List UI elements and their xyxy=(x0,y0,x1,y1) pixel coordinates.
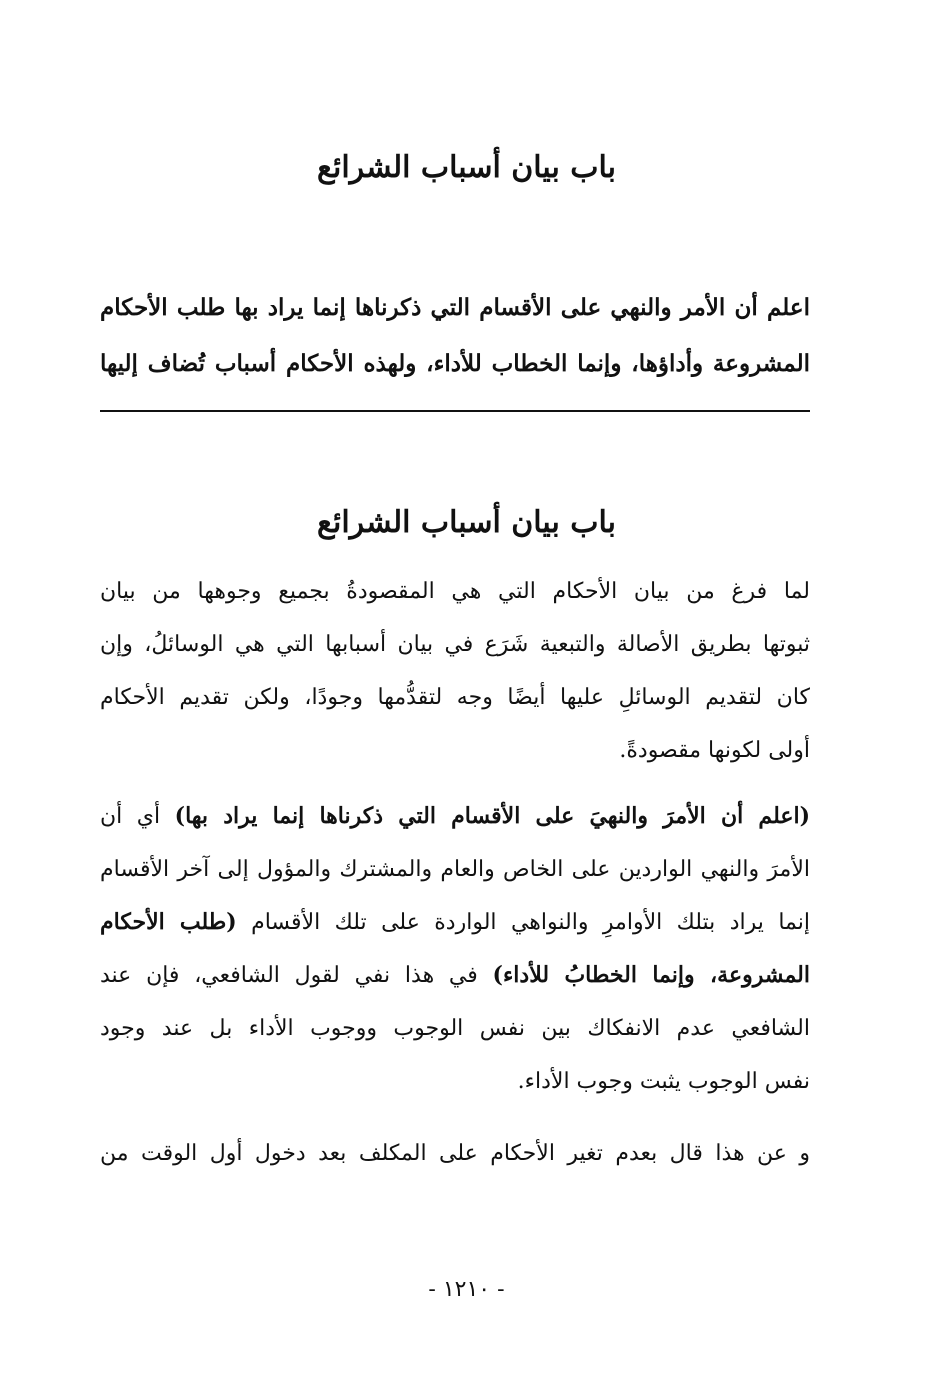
paragraph-2-line-1 xyxy=(100,790,810,843)
commentary-paragraph-2 xyxy=(100,790,810,1108)
chapter-heading-commentary: باب بيان أسباب الشرائع xyxy=(317,505,616,540)
matn-line-2: المشروعة وأداؤها، وإنما الخطاب للأداء، ولهذه الأحكام أسباب تُضاف إليها xyxy=(100,350,810,377)
paragraph-1-line-1: لما فرغ من بيان الأحكام التي هي المقصودةُ بجميع وجوهها من بيان xyxy=(100,579,810,604)
commentary-paragraph-1 xyxy=(100,565,810,777)
matn-quote-3: المشروعة، وإنما الخطابُ للأداء) xyxy=(492,962,810,988)
paragraph-2-line-3-start: إنما يراد بتلك الأوامرِ والنواهي الواردة على تلك الأقسام xyxy=(236,910,810,935)
paragraph-2-line-1-rest: أي أن xyxy=(100,804,175,829)
paragraph-2-line-4-rest: في هذا نفي لقول الشافعي، فإن عند xyxy=(100,963,493,988)
paragraph-2-line-6: نفس الوجوب يثبت وجوب الأداء. xyxy=(517,1069,810,1094)
paragraph-1-line-2: ثبوتها بطريق الأصالة والتبعية شَرَع في بيان أسبابها التي هي الوسائلُ، وإن xyxy=(100,632,810,657)
paragraph-2-line-3 xyxy=(100,896,810,949)
separator-rule xyxy=(100,410,810,412)
matn-quote-1: (اعلم أن الأمرَ والنهيَ على الأقسام التي ذكرناها إنما يراد بها) xyxy=(174,803,811,829)
matn-quote-2: (طلب الأحكام xyxy=(100,909,237,935)
paragraph-2-line-5: الشافعي عدم الانفكاك بين نفس الوجوب ووجوب الأداء بل عند وجود xyxy=(100,1016,810,1041)
paragraph-1-line-4: أولى لكونها مقصودةً. xyxy=(619,738,810,763)
matn-text xyxy=(100,280,810,392)
paragraph-1-line-3: كان لتقديم الوسائلِ عليها أيضًا وجه لتقدُّمها وجودًا، ولكن تقديم الأحكام xyxy=(100,685,810,710)
matn-line-1: اعلم أن الأمر والنهي على الأقسام التي ذكرناها إنما يراد بها طلب الأحكام xyxy=(100,294,810,321)
commentary-paragraph-3 xyxy=(100,1127,810,1180)
paragraph-2-line-4 xyxy=(100,949,810,1002)
chapter-heading-top: باب بيان أسباب الشرائع xyxy=(317,150,616,185)
paragraph-2-line-2: الأمرَ والنهي الواردين على الخاص والعام والمشترك والمؤول إلى آخر الأقسام xyxy=(100,857,810,882)
page-number: - ١٢١٠ - xyxy=(428,1277,505,1302)
paragraph-3-line-1: و عن هذا قال بعدم تغير الأحكام على المكلف بعد دخول أول الوقت من xyxy=(100,1141,810,1166)
